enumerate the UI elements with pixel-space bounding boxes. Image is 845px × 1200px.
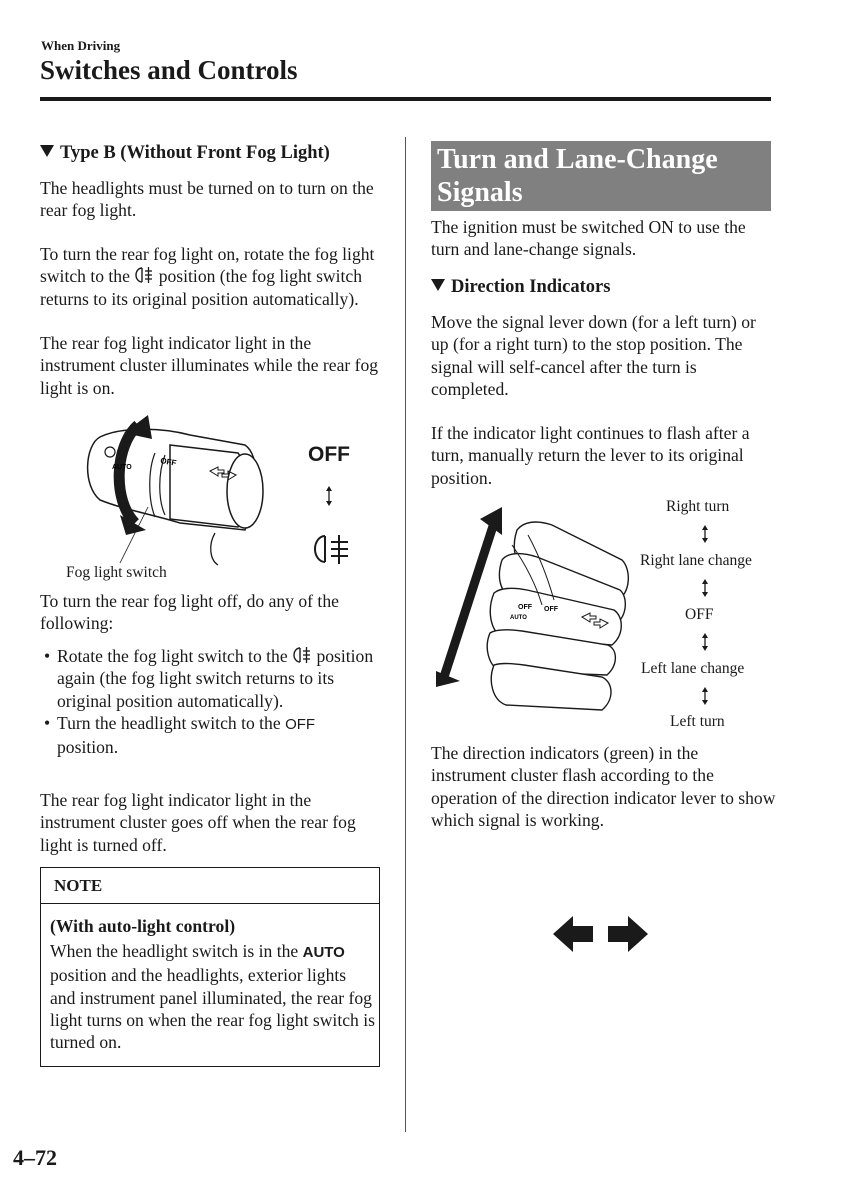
label-off: OFF <box>685 606 714 623</box>
paragraph-turn-on-a: To turn the rear fog light on, rotate the fog light switch to the <box>40 244 375 287</box>
list-item <box>40 645 380 712</box>
paragraph-indicator-off: The rear fog light indicator light in the instrument cluster goes off when the rear fog light is turned off. <box>40 790 356 855</box>
paragraph-headlights: The headlights must be turned on to turn on the rear fog light. <box>40 178 374 221</box>
note-box <box>40 867 380 1067</box>
label-right-turn: Right turn <box>666 498 730 515</box>
lever-off-mark-1: OFF <box>518 604 532 611</box>
paragraph-ignition: The ignition must be switched ON to use the turn and lane-change signals. <box>431 217 746 260</box>
note-body-b: position and the headlights, exterior lights and instrument panel illuminated, the rear fog light turns on when the rear fog light switch is turned on. <box>50 965 375 1053</box>
paragraph-direction-indicators: The direction indicators (green) in the instrument cluster flash according to the operation of the direction indicator lever to show which signal is working. <box>431 743 776 830</box>
label-left-lane-change: Left lane change <box>641 660 745 677</box>
turn-signals-heading: Turn and Lane-Change Signals <box>431 141 771 211</box>
fog-light-switch-figure <box>60 415 380 585</box>
paragraph-indicator-continues: If the indicator light continues to flash after a turn, manually return the lever to its original position. <box>431 423 750 488</box>
label-right-lane-change: Right lane change <box>640 552 752 569</box>
rear-fog-light-icon <box>315 535 348 564</box>
up-down-arrow-icon <box>700 633 710 651</box>
note-title: NOTE <box>54 876 103 895</box>
rear-fog-light-icon <box>134 266 154 284</box>
note-body-a: When the headlight switch is in the <box>50 941 303 961</box>
triangle-bullet-icon <box>431 279 445 291</box>
note-subtitle: (With auto-light control) <box>50 916 236 936</box>
section-label: When Driving <box>41 38 121 53</box>
fog-off-label: OFF <box>308 443 350 466</box>
bullet2-b: position. <box>57 737 119 758</box>
paragraph-turn-on-b: position (the fog light switch returns to its original position automatically). <box>40 266 363 309</box>
arrow-left-icon <box>553 914 595 954</box>
direction-indicators-heading <box>431 277 610 298</box>
bullet1-b: position again (the fog light switch returns to its original position automatically). <box>57 646 374 711</box>
direction-indicators-heading-text: Direction Indicators <box>451 277 611 297</box>
paragraph-signal-lever: Move the signal lever down (for a left turn) or up (for a right turn) to the stop position. The signal will self-cancel after the turn is completed. <box>431 312 756 399</box>
bullet2-a: Turn the headlight switch to the <box>57 712 286 733</box>
paragraph-turn-off: To turn the rear fog light off, do any of the following: <box>40 591 339 634</box>
lever-off-mark-2: OFF <box>544 606 558 613</box>
switch-off-mark: OFF <box>159 456 177 468</box>
bullet1-a: Rotate the fog light switch to the <box>57 646 293 666</box>
header-rule <box>40 97 771 101</box>
note-auto: AUTO <box>302 944 345 961</box>
triangle-bullet-icon <box>40 145 54 157</box>
switch-auto-mark: AUTO <box>112 464 132 471</box>
turn-signal-lever-figure <box>432 505 647 735</box>
note-header <box>41 868 379 904</box>
arrow-right-icon <box>606 914 648 954</box>
page-title: Switches and Controls <box>40 55 298 85</box>
up-down-arrow-icon <box>700 687 710 705</box>
fog-light-switch-caption: Fog light switch <box>66 564 167 581</box>
up-down-arrow-icon <box>326 486 332 506</box>
type-b-heading-text: Type B (Without Front Fog Light) <box>60 143 330 163</box>
up-down-arrow-icon <box>700 579 710 597</box>
rear-fog-light-icon <box>292 646 312 664</box>
column-divider <box>405 137 406 1132</box>
list-item <box>40 712 380 759</box>
paragraph-turn-on <box>40 243 385 310</box>
lever-auto-mark: AUTO <box>510 615 527 621</box>
up-down-arrow-icon <box>700 525 710 543</box>
label-left-turn: Left turn <box>670 713 725 730</box>
bullet2-off: OFF <box>285 715 316 733</box>
turn-off-list <box>40 645 380 758</box>
type-b-heading <box>40 143 330 164</box>
paragraph-indicator-on: The rear fog light indicator light in the instrument cluster illuminates while the rear fog light is on. <box>40 333 379 398</box>
page-number: 4–72 <box>13 1145 57 1170</box>
note-body <box>50 940 375 1053</box>
